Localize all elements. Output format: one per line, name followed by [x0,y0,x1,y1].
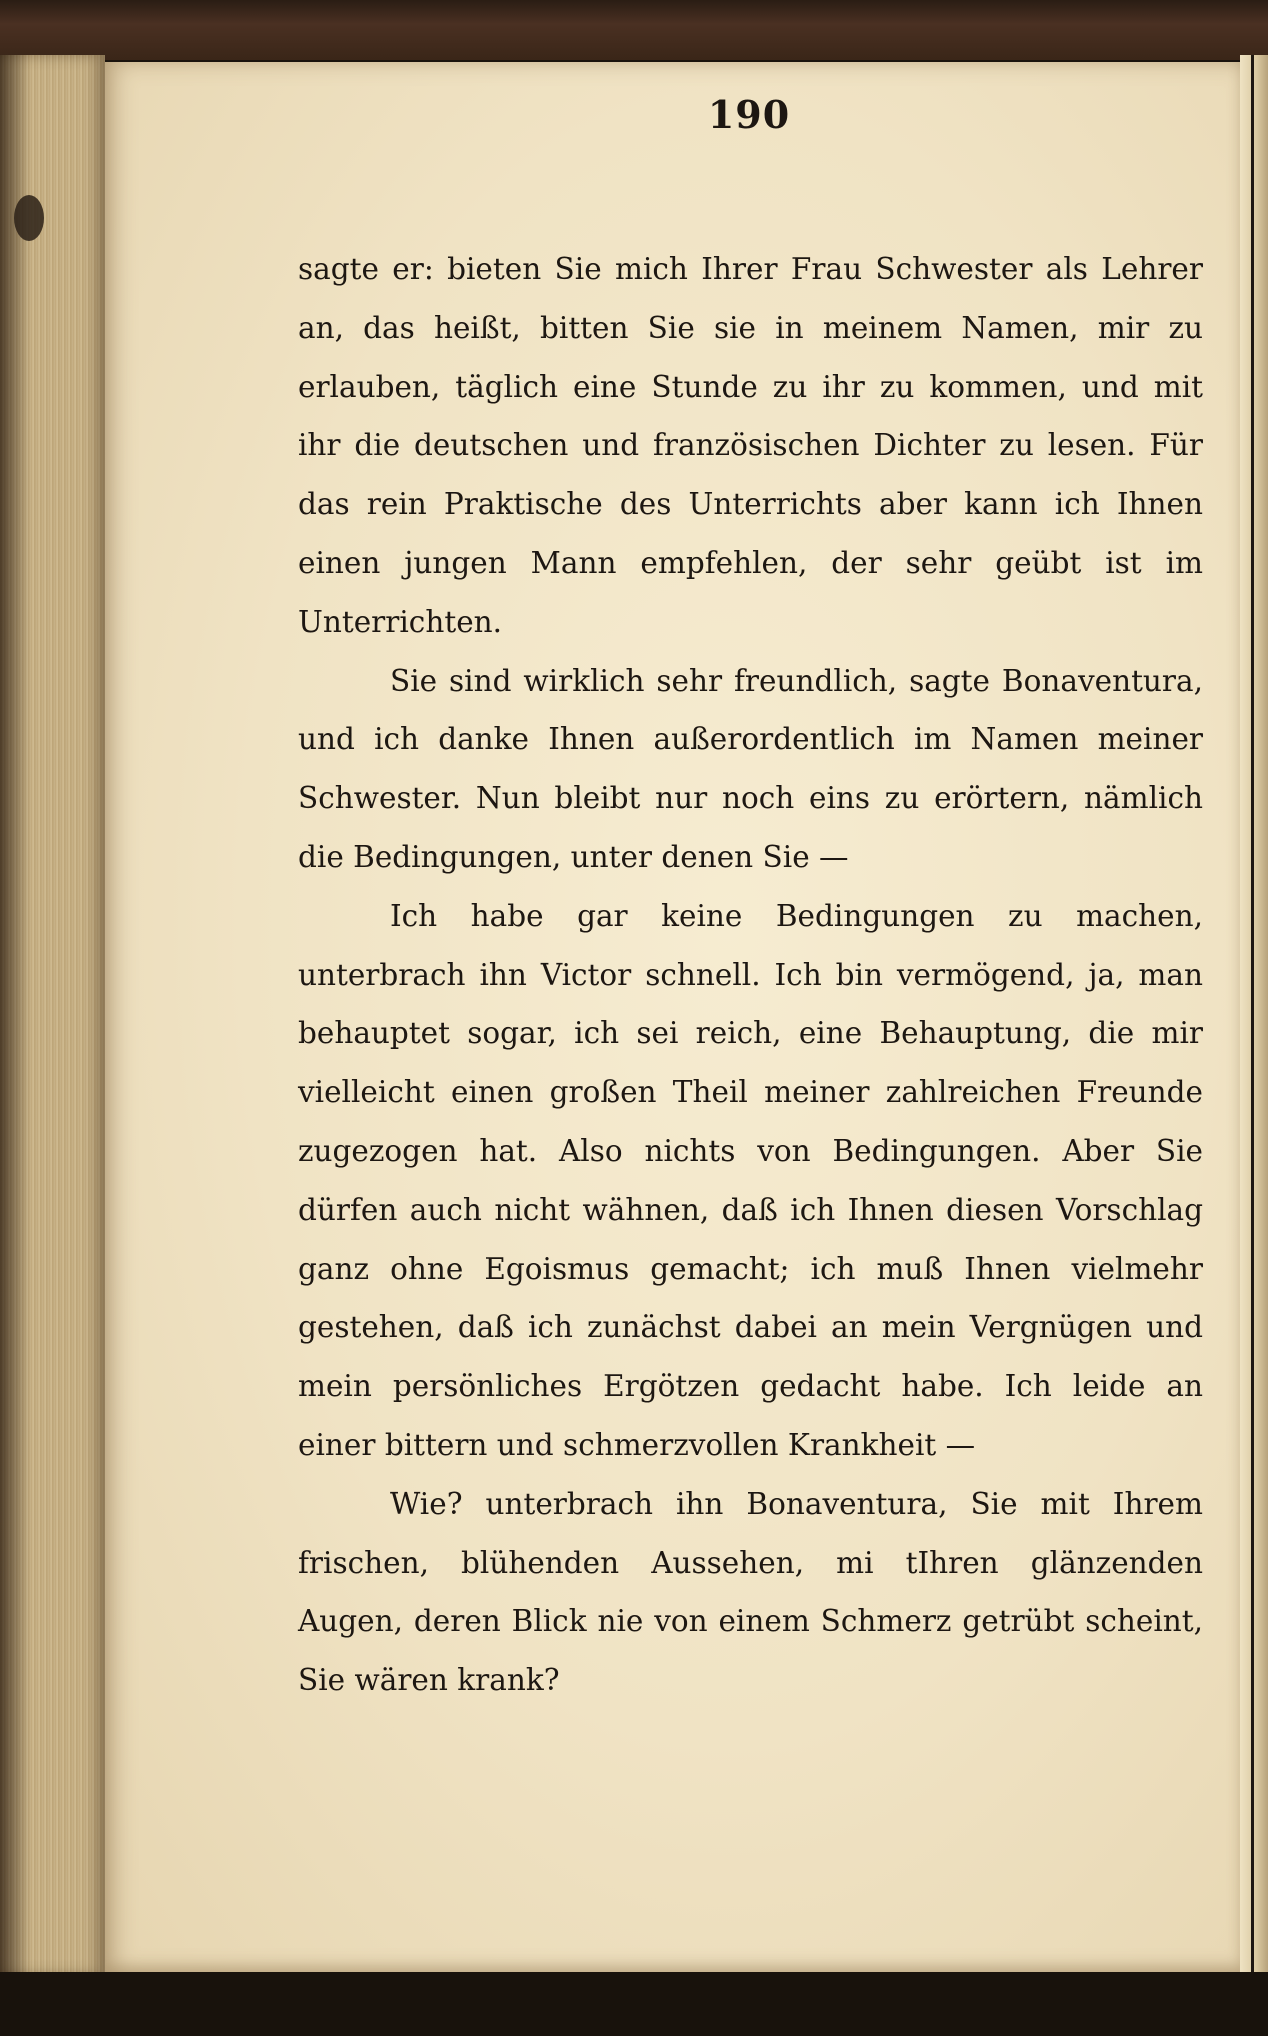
page-number: 190 [707,92,791,137]
right-edge-line [1251,55,1254,1975]
bottom-dark-band [0,1972,1268,2036]
page-stack-shadow [0,55,30,1975]
paragraph: Ich habe gar keine Bedingungen zu machen, unterbrach ihn Victor schnell. Ich bin vermögend, ja, man behauptet sogar, ich sei reich, eine Behauptung, die mir vielleicht einen großen Theil meiner zahlreichen Freunde zugezogen hat. Also nichts von Bedingungen. Aber Sie dürfen auch nicht wähnen, daß ich Ihnen diesen Vorschlag ganz ohne Egoismus gemacht; ich muß Ihnen vielmehr gestehen, daß ich zunächst dabei an mein Vergnügen und mein persönliches Ergötzen gedacht habe. Ich leide an einer bittern und schmerzvollen Krankheit — [298,898,1203,1462]
paragraph: Wie? unterbrach ihn Bonaventura, Sie mit Ihrem frischen, blühenden Aussehen, mi tIhren glänzenden Augen, deren Blick nie von einem Schmerz getrübt scheint, Sie wären krank? [298,1486,1203,1698]
page-text [298,240,1203,1710]
edge-stain [14,195,44,241]
book-cover-edge [0,0,1268,60]
paragraph: sagte er: bieten Sie mich Ihrer Frau Schwester als Lehrer an, das heißt, bitten Sie sie in meinem Namen, mir zu erlauben, täglich eine Stunde zu ihr zu kommen, und mit ihr die deutschen und französischen Dichter zu lesen. Für das rein Praktische des Unterrichts aber kann ich Ihnen einen jungen Mann empfehlen, der sehr geübt ist im Unterrichten. [298,252,1203,639]
right-page-edge [1240,55,1268,1975]
paragraph: Sie sind wirklich sehr freundlich, sagte Bonaventura, und ich danke Ihnen außerordentlich im Namen meiner Schwester. Nun bleibt nur noch eins zu erörtern, nämlich die Bedingungen, unter denen Sie — [298,663,1203,874]
